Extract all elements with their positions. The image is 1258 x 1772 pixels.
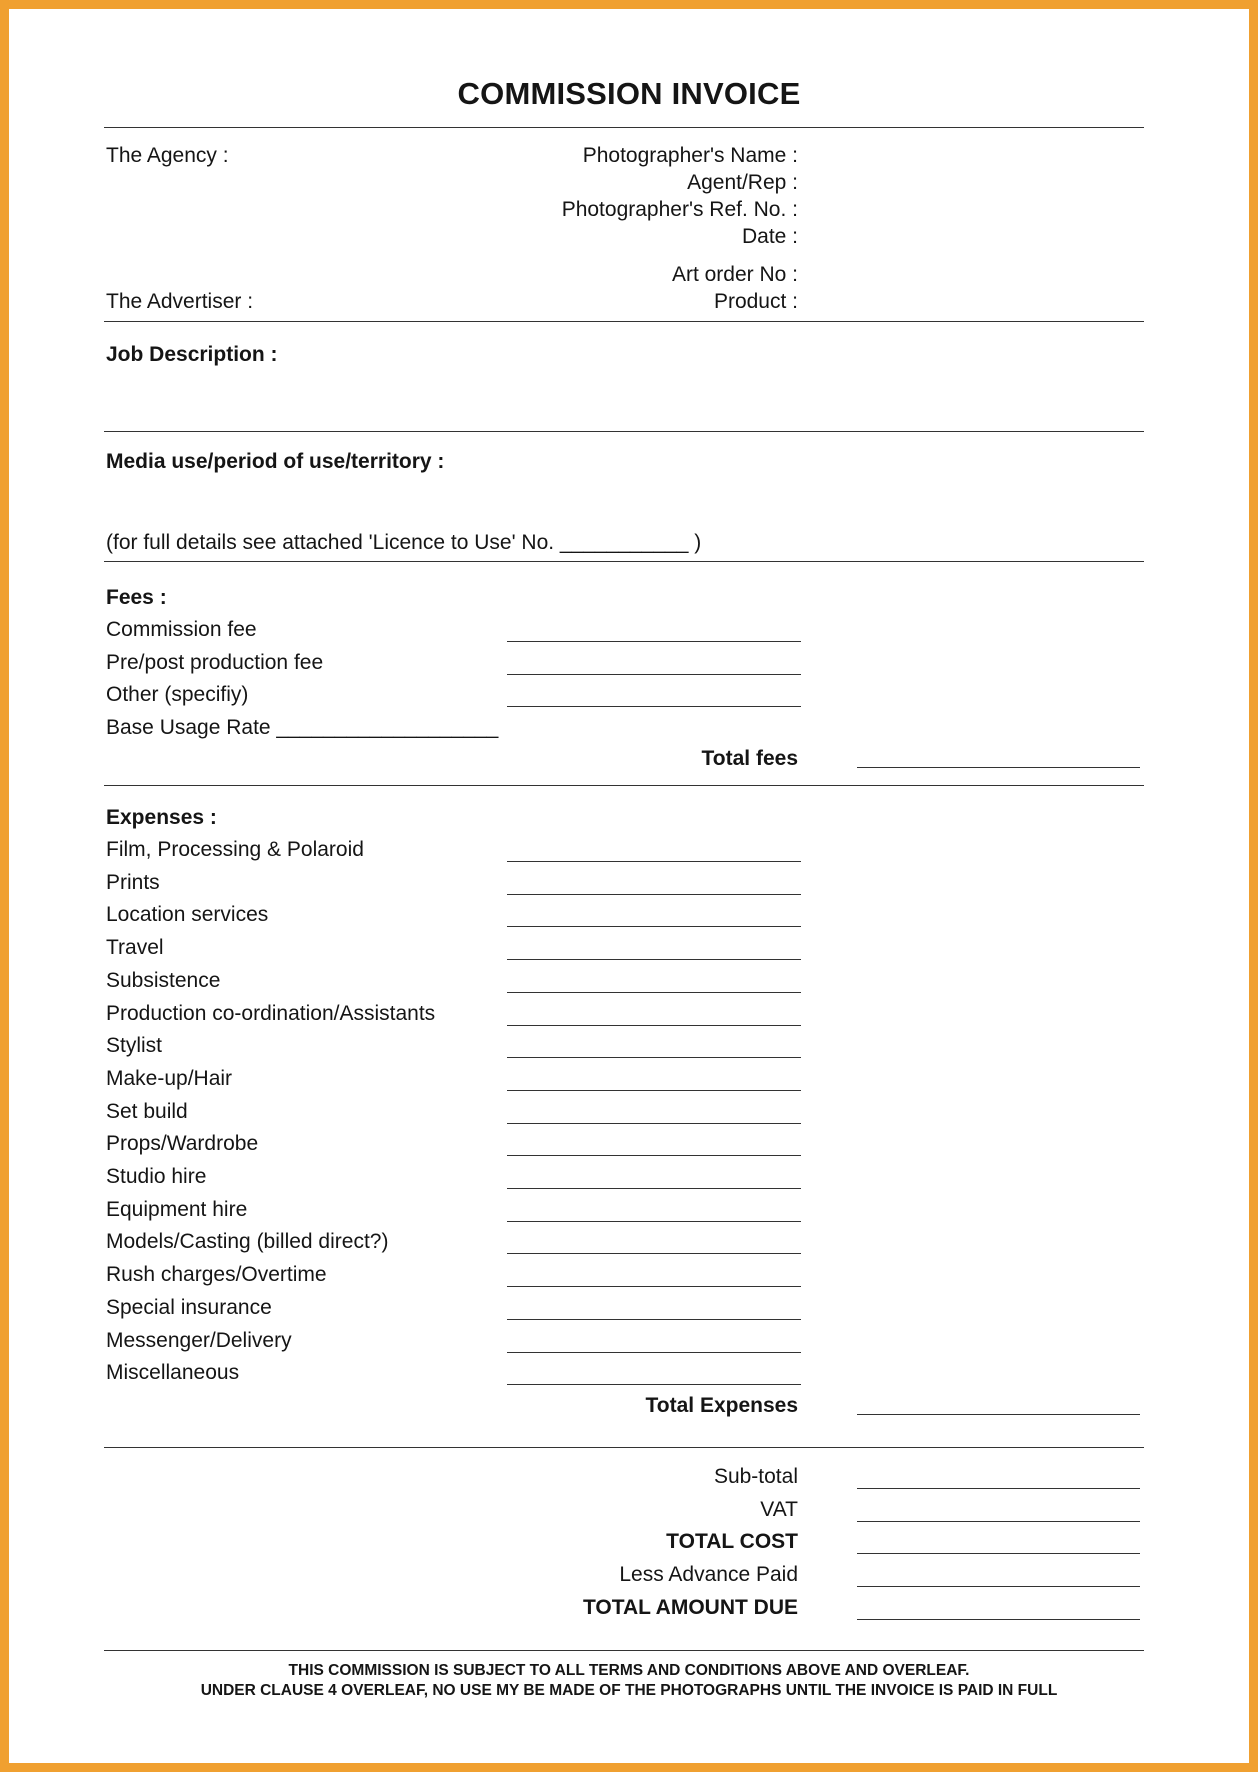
expense-amount-line[interactable] — [507, 1155, 801, 1156]
total-expenses-label: Total Expenses — [645, 1394, 798, 1417]
summary-label: Sub-total — [713, 1465, 798, 1488]
expense-amount-line[interactable] — [507, 1253, 801, 1254]
summary-amount-line[interactable] — [857, 1586, 1140, 1587]
summary-amount-line[interactable] — [857, 1619, 1140, 1620]
base-usage-rate-label: Base Usage Rate ___________________ — [106, 716, 499, 739]
divider — [104, 785, 1144, 786]
expense-label: Travel — [106, 936, 164, 960]
expenses-label: Expenses : — [106, 806, 217, 829]
expense-label: Special insurance — [106, 1295, 272, 1319]
art-order-label: Art order No : — [671, 263, 798, 286]
expense-label: Models/Casting (billed direct?) — [106, 1230, 389, 1254]
expense-amount-line[interactable] — [507, 926, 801, 927]
divider — [104, 561, 1144, 562]
licence-note: (for full details see attached 'Licence to Use' No. ___________ ) — [106, 531, 702, 554]
expense-amount-line[interactable] — [507, 861, 801, 862]
footer-line: THIS COMMISSION IS SUBJECT TO ALL TERMS AND CONDITIONS ABOVE AND OVERLEAF. — [288, 1662, 970, 1679]
fee-label: Commission fee — [106, 618, 257, 641]
divider — [104, 1650, 1144, 1651]
invoice-page — [9, 9, 1249, 1763]
footer-line: UNDER CLAUSE 4 OVERLEAF, NO USE MY BE MADE OF THE PHOTOGRAPHS UNTIL THE INVOICE IS PAID IN FULL — [200, 1682, 1058, 1699]
total-expenses-line[interactable] — [857, 1414, 1140, 1415]
expense-label: Props/Wardrobe — [106, 1132, 259, 1156]
expense-label: Prints — [106, 870, 160, 894]
expense-label: Rush charges/Overtime — [106, 1263, 327, 1287]
expense-amount-line[interactable] — [507, 1123, 801, 1124]
photographer-ref-label: Photographer's Ref. No. : — [561, 198, 798, 221]
summary-label: Less Advance Paid — [619, 1563, 798, 1587]
expense-label: Stylist — [106, 1034, 163, 1058]
fee-amount-line[interactable] — [507, 674, 801, 675]
page-title: COMMISSION INVOICE — [457, 76, 801, 111]
expense-amount-line[interactable] — [507, 1188, 801, 1189]
fee-label: Pre/post production fee — [106, 650, 324, 674]
footer-terms — [9, 1661, 1249, 1701]
product-label: Product : — [713, 290, 798, 313]
expense-label: Miscellaneous — [106, 1361, 240, 1385]
expense-label: Film, Processing & Polaroid — [106, 838, 364, 861]
agent-rep-label: Agent/Rep : — [687, 171, 798, 194]
expense-label: Studio hire — [106, 1165, 207, 1188]
fee-amount-line[interactable] — [507, 706, 801, 707]
summary-amount-line[interactable] — [857, 1488, 1140, 1489]
summary-label: TOTAL AMOUNT DUE — [582, 1595, 798, 1619]
expense-amount-line[interactable] — [507, 1286, 801, 1287]
media-use-label: Media use/period of use/territory : — [106, 450, 445, 473]
summary-label: VAT — [760, 1497, 798, 1521]
total-fees-label: Total fees — [701, 747, 798, 770]
expense-amount-line[interactable] — [507, 1057, 801, 1058]
expense-amount-line[interactable] — [507, 992, 801, 993]
divider — [104, 321, 1144, 322]
expense-amount-line[interactable] — [507, 1025, 801, 1026]
expense-amount-line[interactable] — [507, 1221, 801, 1222]
divider — [104, 1447, 1144, 1448]
divider — [104, 431, 1144, 432]
total-fees-line[interactable] — [857, 767, 1140, 768]
expense-label: Make-up/Hair — [106, 1066, 233, 1090]
expense-label: Messenger/Delivery — [106, 1328, 292, 1352]
summary-amount-line[interactable] — [857, 1553, 1140, 1554]
divider — [104, 127, 1144, 128]
expense-amount-line[interactable] — [507, 1319, 801, 1320]
expense-label: Location services — [106, 903, 269, 927]
expense-label: Production co-ordination/Assistants — [106, 1001, 436, 1025]
summary-amount-line[interactable] — [857, 1521, 1140, 1522]
agency-label: The Agency : — [106, 144, 229, 167]
job-description-label: Job Description : — [106, 343, 278, 366]
expense-amount-line[interactable] — [507, 1384, 801, 1385]
photographer-name-label: Photographer's Name : — [582, 144, 798, 167]
fee-amount-line[interactable] — [507, 641, 801, 642]
fees-label: Fees : — [106, 586, 167, 609]
fee-label: Other (specifiy) — [106, 683, 249, 707]
expense-label: Equipment hire — [106, 1197, 248, 1221]
expense-amount-line[interactable] — [507, 1090, 801, 1091]
expense-amount-line[interactable] — [507, 959, 801, 960]
date-label: Date : — [741, 225, 798, 248]
expense-label: Subsistence — [106, 968, 221, 992]
expense-amount-line[interactable] — [507, 894, 801, 895]
expense-amount-line[interactable] — [507, 1352, 801, 1353]
advertiser-label: The Advertiser : — [106, 290, 254, 313]
expense-label: Set build — [106, 1099, 188, 1123]
summary-label: TOTAL COST — [666, 1530, 798, 1554]
